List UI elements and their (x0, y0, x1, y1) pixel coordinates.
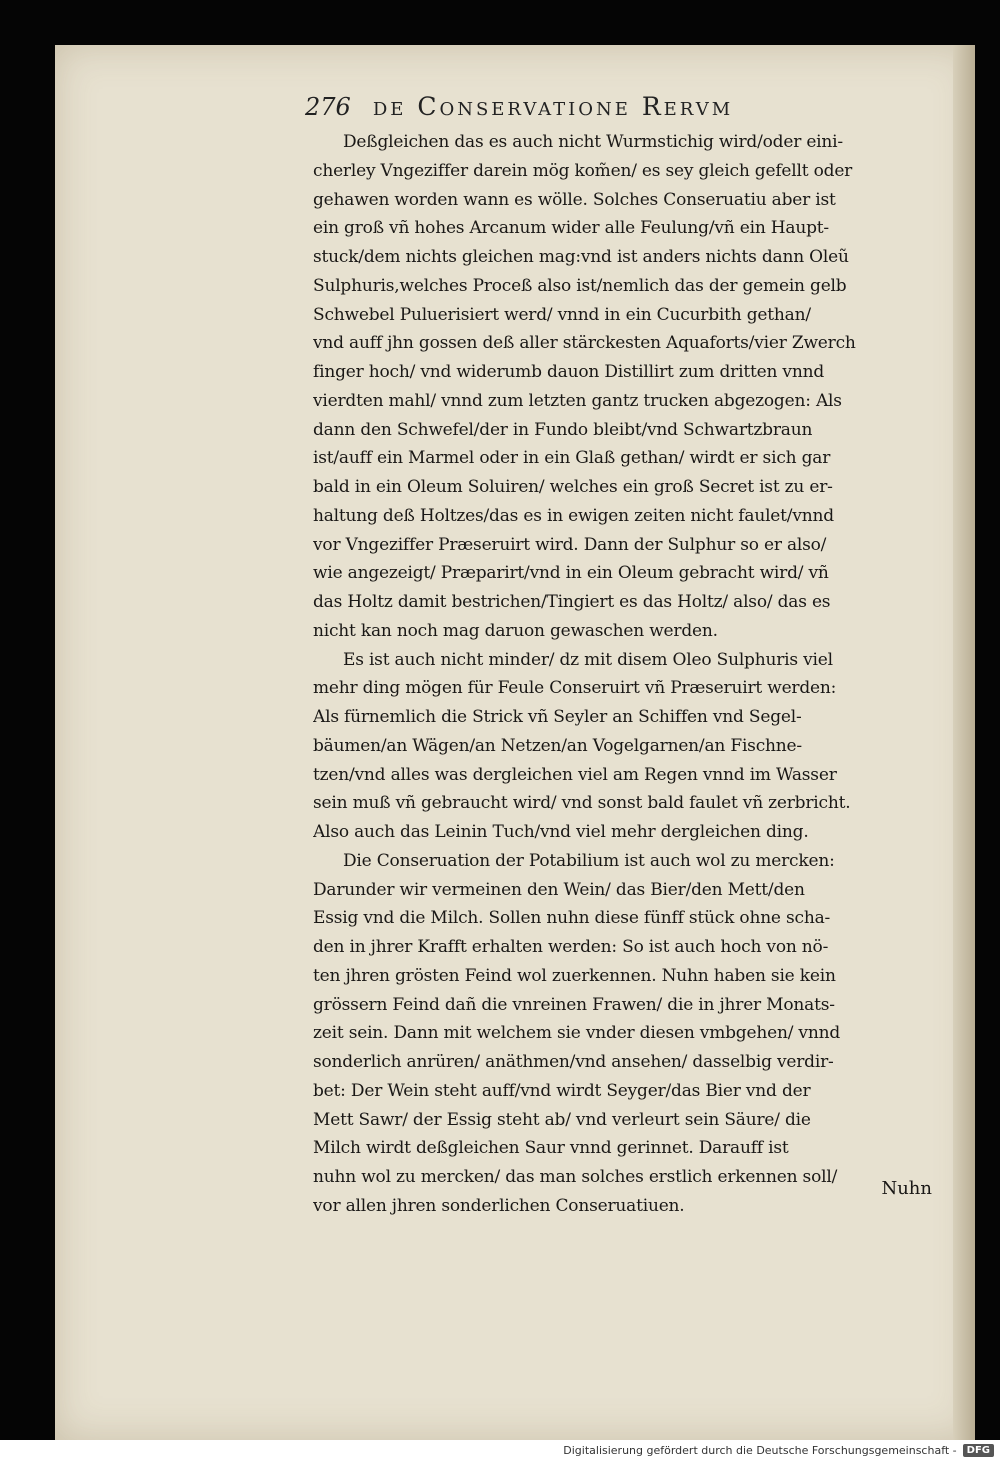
text-line: Schwebel Puluerisiert werd/ vnnd in ein Cucurbith gethan/ (313, 304, 811, 325)
body-text (313, 128, 931, 1221)
text-line: vnd auff jhn gossen deß aller stärckesten Aquaforts/vier Zwerch (313, 333, 856, 354)
text-line: stuck/dem nichts gleichen mag:vnd ist anders nichts dann Oleũ (313, 247, 849, 267)
text-line: Sulphuris,welches Proceß also ist/nemlich das der gemein gelb (313, 275, 847, 296)
text-line: Also auch das Leinin Tuch/vnd viel mehr dergleichen ding. (313, 822, 809, 842)
page-number: 276 (305, 93, 351, 121)
text-line: grössern Feind dañ die vnreinen Frawen/ die in jhrer Monats- (313, 994, 835, 1015)
running-title: de Conservatione Rervm (372, 92, 734, 121)
text-line: bet: Der Wein steht auff/vnd wirdt Seyger/das Bier vnd der (313, 1080, 811, 1101)
text-line: zeit sein. Dann mit welchem sie vnder diesen vmbgehen/ vnnd (313, 1023, 841, 1044)
text-line: Als fürnemlich die Strick vñ Seyler an Schiffen vnd Segel- (313, 707, 802, 727)
text-line: tzen/vnd alles was dergleichen viel am Regen vnnd im Wasser (313, 764, 837, 785)
text-line: dann den Schwefel/der in Fundo bleibt/vnd Schwartzbraun (313, 419, 813, 440)
text-line: mehr ding mögen für Feule Conseruirt vñ Præseruirt werden: (313, 678, 837, 699)
footer-bar (0, 1440, 1000, 1460)
text-line: ten jhren grösten Feind wol zuerkennen. Nuhn haben sie kein (313, 965, 836, 986)
text-line: ist/auff ein Marmel oder in ein Glaß gethan/ wirdt er sich gar (313, 448, 831, 469)
dfg-logo: DFG (963, 1444, 994, 1457)
text-line: nicht kan noch mag daruon gewaschen werden. (313, 620, 718, 641)
text-line: Mett Sawr/ der Essig steht ab/ vnd verleurt sein Säure/ die (313, 1109, 811, 1130)
page-edge (953, 45, 975, 1440)
text-line: Es ist auch nicht minder/ dz mit disem Oleo Sulphuris viel (343, 649, 833, 670)
text-line: finger hoch/ vnd widerumb dauon Distillirt zum dritten vnnd (313, 362, 825, 382)
text-line: sonderlich anrüren/ anäthmen/vnd ansehen/ dasselbig verdir- (313, 1052, 834, 1072)
text-line: vor allen jhren sonderlichen Conseruatiuen. (313, 1195, 685, 1216)
text-line: Deßgleichen das es auch nicht Wurmstichig wird/oder eini- (343, 132, 843, 152)
text-line: wie angezeigt/ Præparirt/vnd in ein Oleum gebracht wird/ vñ (313, 563, 829, 584)
text-line: haltung deß Holtzes/das es in ewigen zeiten nicht faulet/vnnd (313, 505, 834, 526)
page-header (305, 92, 885, 126)
text-line: sein muß vñ gebraucht wird/ vnd sonst bald faulet vñ zerbricht. (313, 793, 851, 814)
text-line: bald in ein Oleum Soluiren/ welches ein groß Secret ist zu er- (313, 477, 833, 497)
text-line: ein groß vñ hohes Arcanum wider alle Feulung/vñ ein Haupt- (313, 218, 829, 239)
text-line: Die Conseruation der Potabilium ist auch wol zu mercken: (343, 850, 835, 871)
text-line: Darunder wir vermeinen den Wein/ das Bier/den Mett/den (313, 879, 805, 900)
text-line: Milch wirdt deßgleichen Saur vnnd gerinnet. Darauff ist (313, 1138, 789, 1159)
footer-credit: Digitalisierung gefördert durch die Deutsche Forschungsgemeinschaft - (563, 1443, 957, 1457)
text-line: gehawen worden wann es wölle. Solches Conseruatiu aber ist (313, 189, 836, 210)
catchword: Nuhn (881, 1178, 932, 1199)
text-line: nuhn wol zu mercken/ das man solches erstlich erkennen soll/ (313, 1167, 838, 1187)
text-line: bäumen/an Wägen/an Netzen/an Vogelgarnen/an Fischne- (313, 735, 802, 756)
text-line: vierdten mahl/ vnnd zum letzten gantz trucken abgezogen: Als (313, 390, 842, 411)
text-line: cherley Vngeziffer darein mög kom̃en/ es sey gleich gefellt oder (313, 160, 853, 181)
text-line: Essig vnd die Milch. Sollen nuhn diese fünff stück ohne scha- (313, 908, 831, 929)
text-line: das Holtz damit bestrichen/Tingiert es das Holtz/ also/ das es (313, 592, 831, 612)
text-line: den in jhrer Krafft erhalten werden: So ist auch hoch von nö- (313, 937, 829, 957)
text-line: vor Vngeziffer Præseruirt wird. Dann der Sulphur so er also/ (313, 534, 827, 555)
